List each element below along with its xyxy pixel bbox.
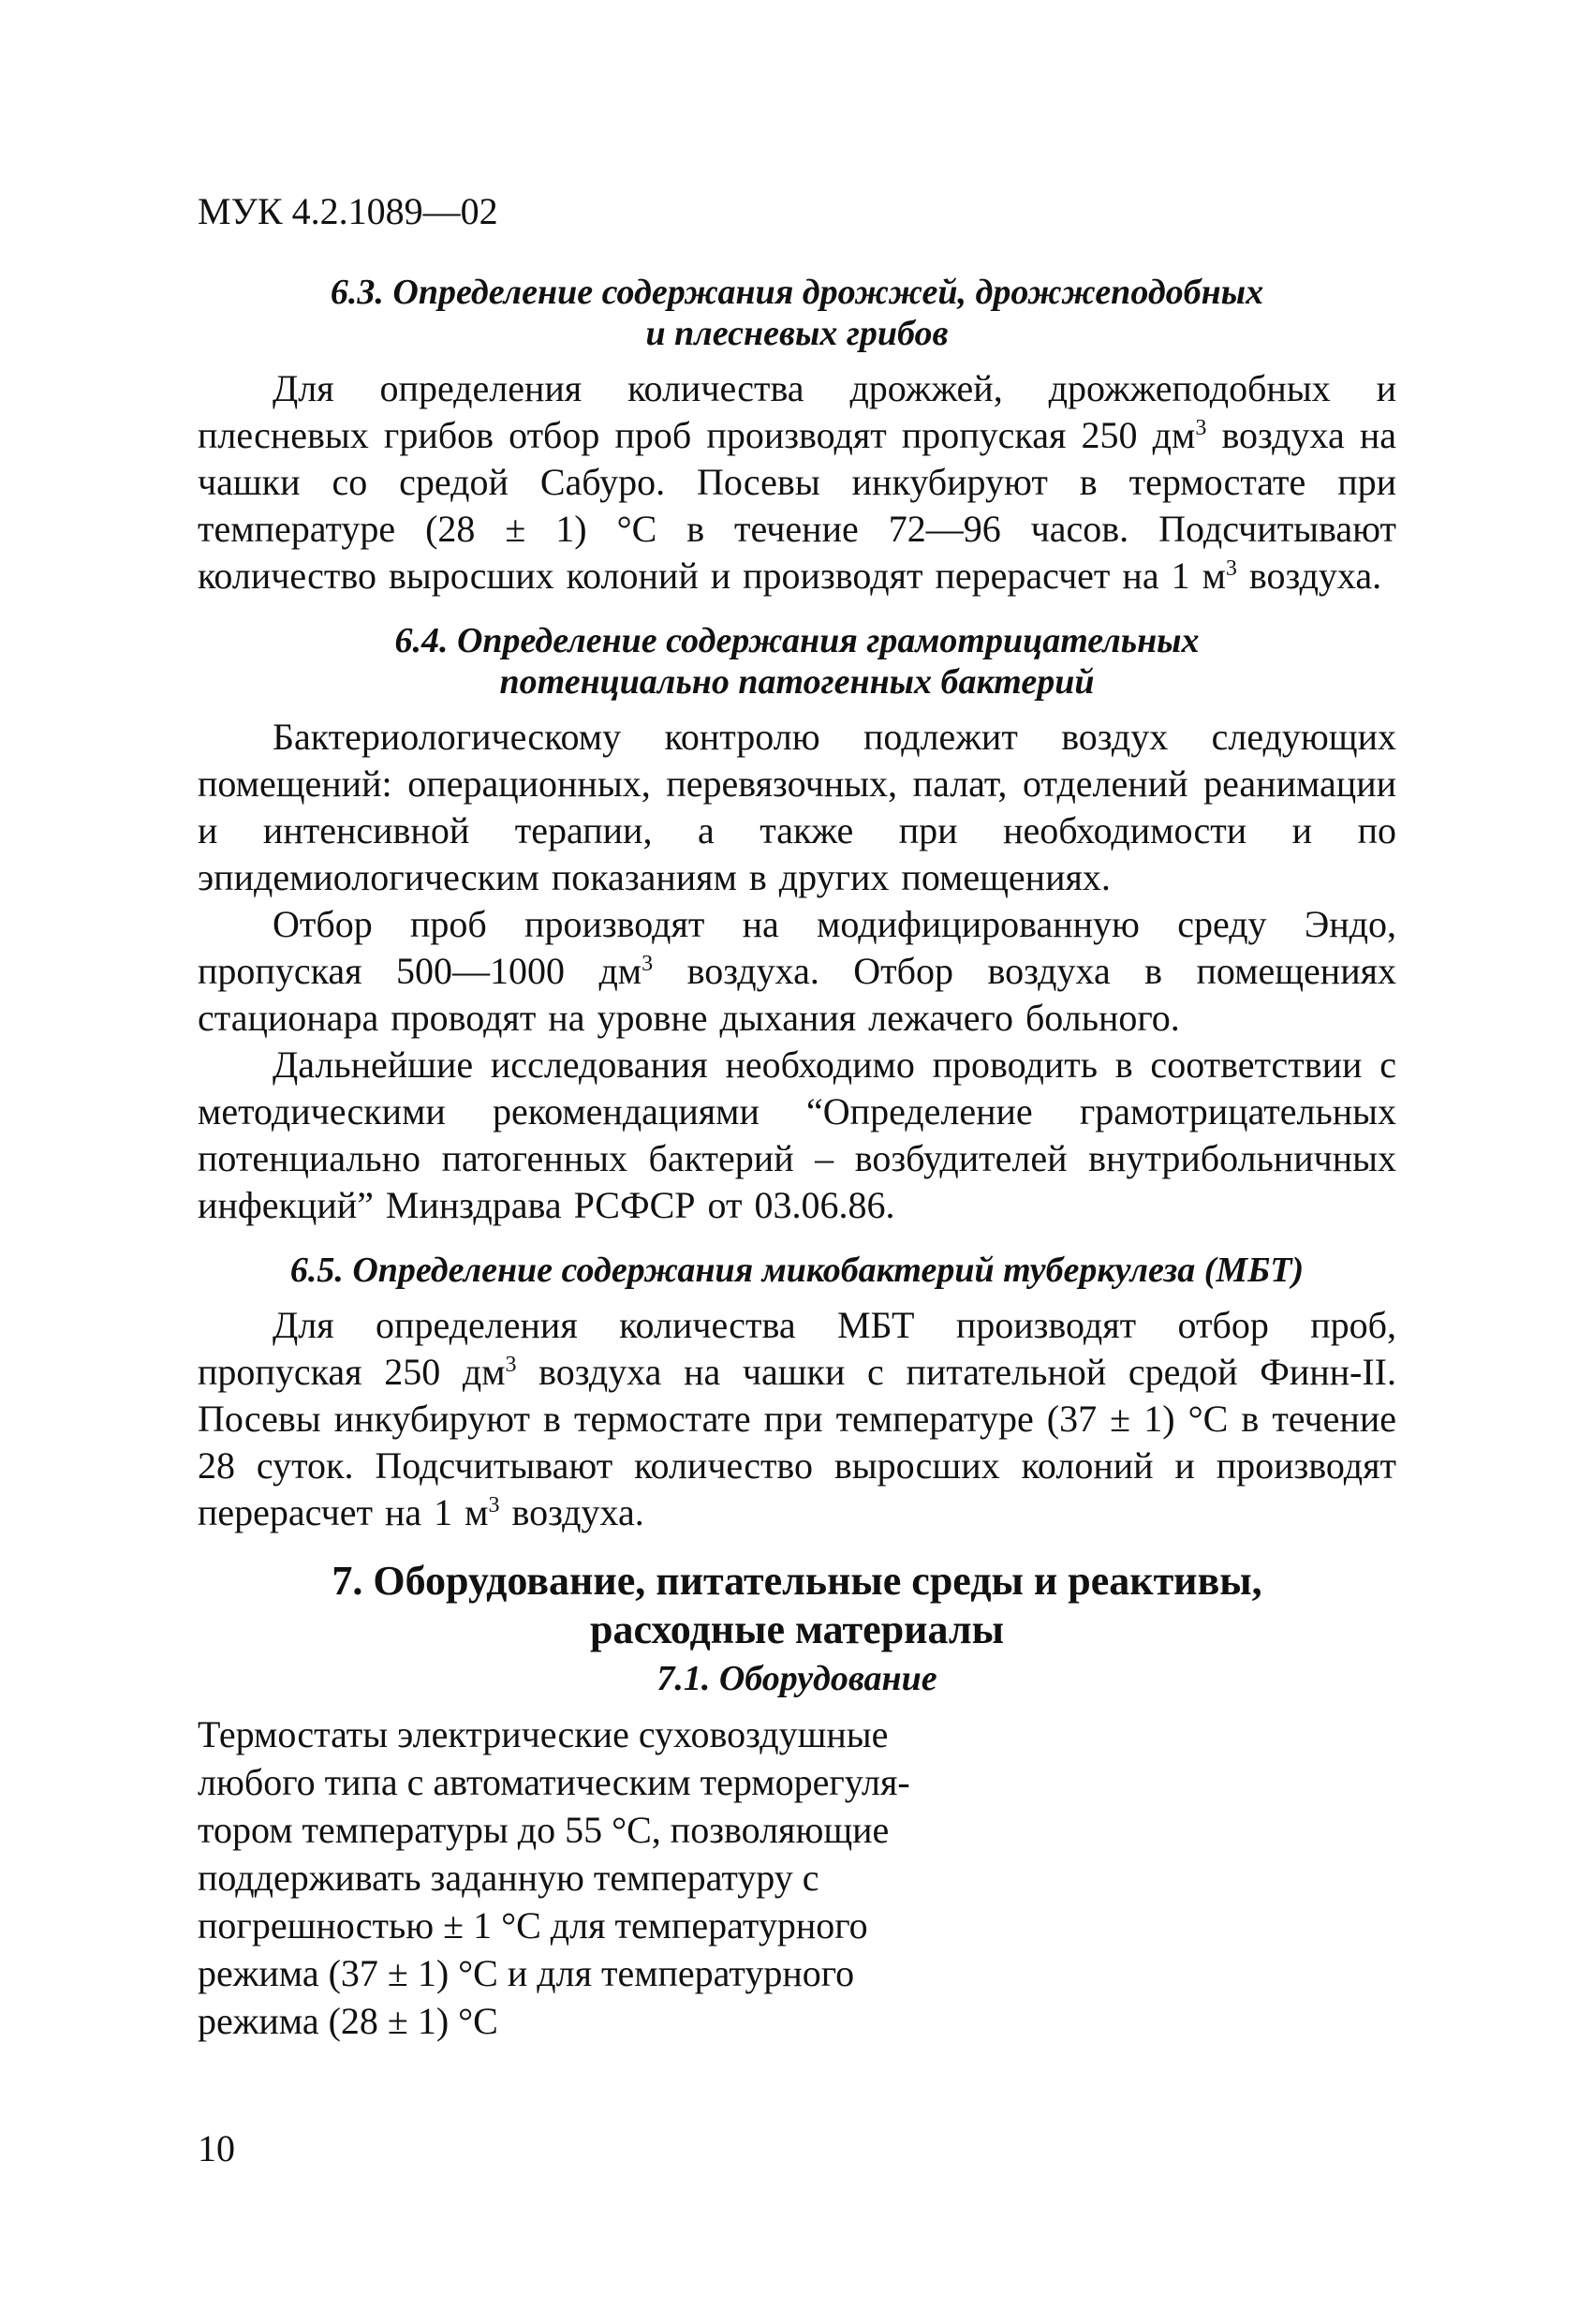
heading-line: 6.4. Определение содержания грамотрицательных <box>394 621 1200 660</box>
equipment-description <box>198 1710 975 2045</box>
text-run: Для определения количества дрожжей, дрожжеподобных и плесневых грибов отбор проб производят пропуская 250 дм <box>198 367 1396 456</box>
superscript: 3 <box>1225 556 1237 581</box>
paragraph <box>198 901 1396 1042</box>
equipment-line: режима (28 ± 1) °С <box>198 2000 498 2042</box>
section-7-1-heading <box>198 1658 1396 1699</box>
equipment-line: Термостаты электрические суховоздушные <box>198 1713 889 1755</box>
text-run: Отбор проб производят на модифицированную среду Эндо, пропуская 500—1000 дм <box>198 903 1396 992</box>
page-number: 10 <box>198 2127 235 2169</box>
superscript: 3 <box>505 1353 517 1377</box>
text-run: Для определения количества МБТ производят отбор проб, пропуская 250 дм <box>198 1304 1396 1393</box>
section-6-4-heading <box>198 620 1396 703</box>
superscript: 3 <box>642 952 654 976</box>
heading-line: 7.1. Оборудование <box>656 1659 937 1698</box>
equipment-line: любого типа с автоматическим терморегуля- <box>198 1761 910 1803</box>
heading-line: и плесневых грибов <box>645 314 949 353</box>
text-run: воздуха. <box>1236 555 1382 597</box>
paragraph: Дальнейшие исследования необходимо проводить в соответствии с методическими рекомендациями “Определение грамотрицательных потенциально патогенных бактерий – возбудителей внутрибольничных инфекций” Минздрава РСФСР от 03.06.86. <box>198 1044 1396 1226</box>
paragraph <box>198 365 1396 600</box>
superscript: 3 <box>488 1493 500 1517</box>
heading-line: 6.5. Определение содержания микобактерий туберкулеза (МБТ) <box>289 1251 1305 1290</box>
page-content <box>198 272 1396 2045</box>
equipment-line: тором температуры до 55 °С, позволяющие <box>198 1809 890 1851</box>
equipment-line: поддерживать заданную температуру с <box>198 1857 819 1899</box>
paragraph <box>198 1302 1396 1536</box>
equipment-line: погрешностью ± 1 °С для температурного <box>198 1904 868 1947</box>
paragraph: Бактериологическому контролю подлежит воздух следующих помещений: операционных, перевязочных, палат, отделений реанимации и интенсивной терапии, а также при необходимости и по эпидемиологическим показаниям в других помещениях. <box>198 716 1396 898</box>
text-run: воздуха. <box>499 1491 644 1533</box>
running-head: МУК 4.2.1089—02 <box>198 190 498 232</box>
heading-line: потенциально патогенных бактерий <box>499 662 1095 702</box>
text-run: воздуха на чашки с питательной средой Финн-II. Посевы инкубируют в термостате при температуре (37 ± 1) °С в течение 28 суток. Подсчитывают количество выросших колоний и производят перерасчет на 1 м <box>198 1351 1397 1533</box>
section-6-5-heading <box>198 1250 1396 1291</box>
section-6-3-heading <box>198 272 1396 354</box>
superscript: 3 <box>1195 416 1207 440</box>
equipment-line: режима (37 ± 1) °С и для температурного <box>198 1952 855 1994</box>
heading-line: 7. Оборудование, питательные среды и реактивы, <box>332 1558 1262 1604</box>
heading-line: расходные материалы <box>590 1606 1004 1652</box>
chapter-7-heading <box>198 1557 1396 1654</box>
text-run: воздуха. Отбор воздуха в помещениях стационара проводят на уровне дыхания лежачего больного. <box>198 950 1397 1039</box>
text-run: воздуха на чашки со средой Сабуро. Посевы инкубируют в термостате при температуре (28 ± 1) °С в течение 72—96 часов. Подсчитывают количество выросших колоний и производят перерасчет на 1 м <box>198 414 1396 597</box>
heading-line: 6.3. Определение содержания дрожжей, дрожжеподобных <box>330 273 1264 312</box>
